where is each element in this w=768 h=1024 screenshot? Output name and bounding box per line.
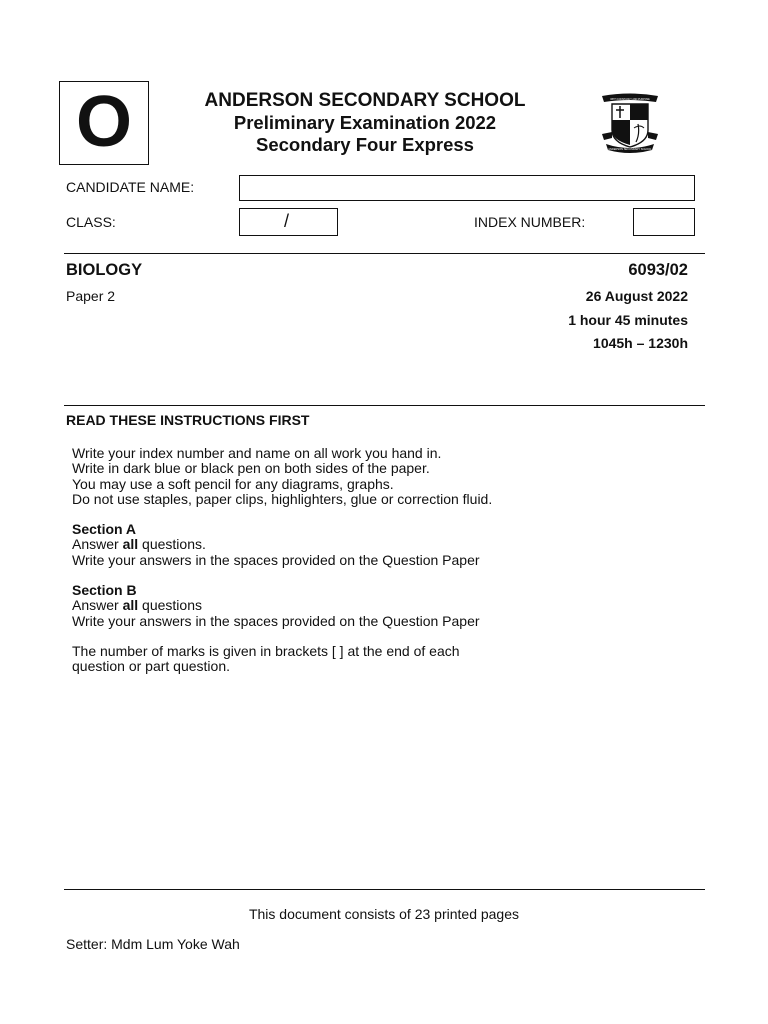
divider (64, 405, 705, 406)
section-a-write: Write your answers in the spaces provided on the Question Paper (72, 551, 480, 568)
school-crest-icon (596, 90, 664, 154)
section-a-title: Section A (72, 521, 137, 538)
level-box (59, 81, 149, 165)
divider (64, 253, 705, 254)
index-number-label: INDEX NUMBER: (474, 214, 586, 230)
level-letter: O (75, 82, 132, 162)
instructions-body (72, 446, 692, 675)
exam-time: 1045h – 1230h (593, 335, 688, 351)
course-name: Secondary Four Express (256, 134, 474, 155)
exam-duration: 1 hour 45 minutes (568, 312, 688, 328)
subject-title: BIOLOGY (66, 261, 143, 279)
instruction-line: Write your index number and name on all work you hand in. (72, 445, 442, 461)
section-b-title: Section B (72, 582, 137, 599)
page-count: This document consists of 23 printed pages (248, 906, 520, 922)
instructions-heading: READ THESE INSTRUCTIONS FIRST (66, 412, 310, 428)
exam-date: 26 August 2022 (585, 288, 688, 304)
candidate-name-field[interactable] (239, 175, 695, 201)
class-field[interactable] (239, 208, 338, 236)
index-number-field[interactable] (633, 208, 695, 236)
section-a-answer: Answer all questions. (72, 536, 206, 553)
footer-divider (64, 889, 705, 890)
school-name: ANDERSON SECONDARY SCHOOL (204, 90, 526, 111)
exam-header (150, 90, 580, 156)
marks-note-line2: question or part question. (72, 658, 230, 675)
crest-banner: ANDERSON SECONDARY SCHOOL (608, 148, 652, 151)
paper-number: Paper 2 (66, 288, 116, 304)
class-label: CLASS: (66, 214, 116, 230)
candidate-name-label: CANDIDATE NAME: (66, 179, 195, 195)
marks-note-line1: The number of marks is given in brackets [ ] at the end of each (72, 642, 460, 659)
instruction-line: You may use a soft pencil for any diagrams, graphs. (72, 475, 394, 492)
section-b-write: Write your answers in the spaces provided on the Question Paper (72, 612, 480, 629)
section-b-answer: Answer all questions (72, 597, 202, 614)
class-separator: / (284, 211, 290, 231)
instruction-line: Do not use staples, paper clips, highlighters, glue or correction fluid. (72, 490, 493, 507)
setter-name: Setter: Mdm Lum Yoke Wah (66, 936, 240, 952)
exam-name: Preliminary Examination 2022 (233, 112, 497, 133)
crest-motto: WITH CONSTANCY AND PURPOSE (610, 98, 650, 101)
instruction-line: Write in dark blue or black pen on both sides of the paper. (72, 460, 430, 477)
paper-code: 6093/02 (628, 261, 688, 279)
